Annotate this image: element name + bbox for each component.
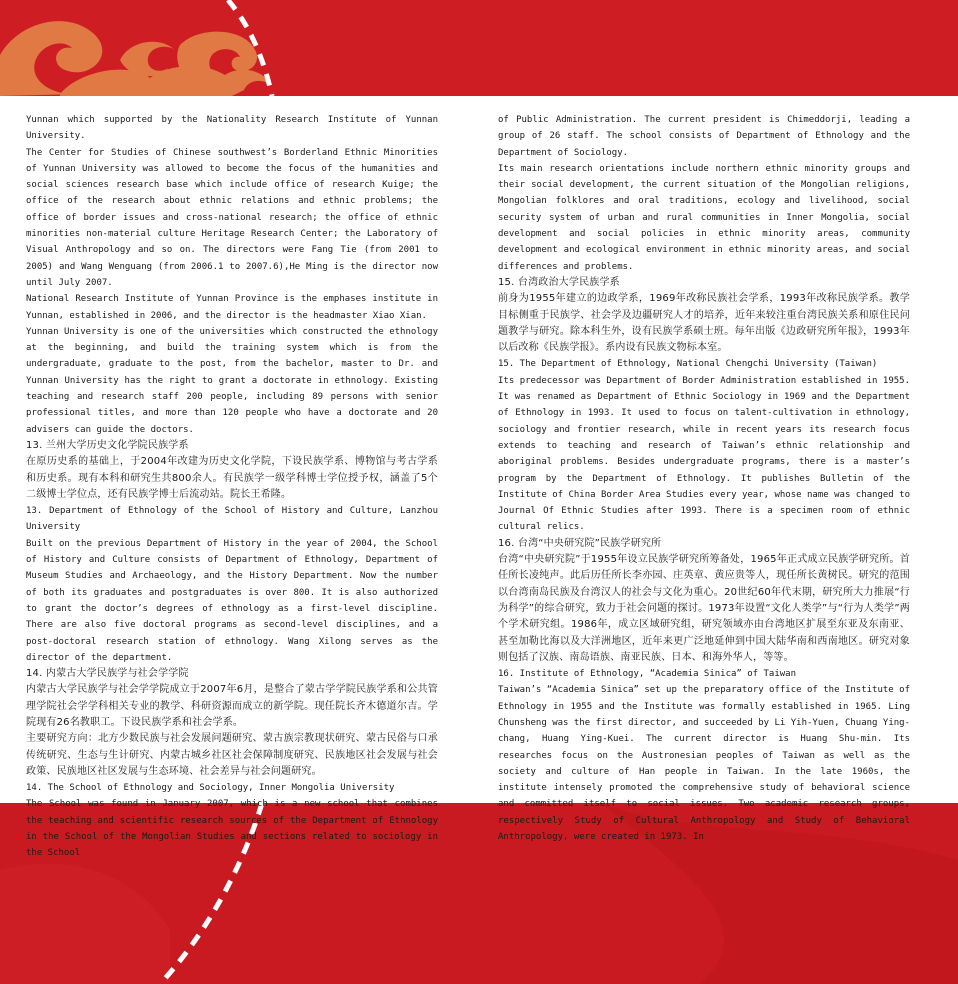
paragraph: 前身为1955年建立的边政学系，1969年改称民族社会学系，1993年改称民族学系。教学目标侧重于民族学、社会学及边疆研究人才的培养，近年来较注重台湾民族关系和原住民问题教学与研究。除本科生外，设有民族学系硕士班。每年出版《边政研究所年报》，1993年以后改称《民族学报》。系内设有民族文物标本室。 bbox=[498, 293, 910, 354]
paragraph: Yunnan which supported by the Nationality Research Institute of Yunnan University. bbox=[26, 115, 438, 142]
paragraph: 16. Institute of Ethnology, “Academia Sinica” of Taiwan bbox=[498, 669, 797, 680]
paragraph: Its main research orientations include northern ethnic minority groups and their social development, the current situation of the Mongolian religions, Mongolian folklores and oral traditions, ecology and livelihood, social security system of urban and rural communities in Inner Mongolia, social development and social policies in ethnic minority areas, community development and ecological environment in ethnic minority areas, and social differences and problems. bbox=[498, 163, 910, 272]
top-red-band bbox=[0, 0, 958, 96]
right-text-column bbox=[498, 112, 910, 845]
paragraph: The School was found in January 2007, which is a new school that combines the teaching and scientific research sources of the Department of Ethnology in the School of the Mongolian Studies and sections related to sociology in the School bbox=[26, 799, 438, 859]
paragraph: Built on the previous Department of History in the year of 2004, the School of History and Culture consists of Department of Ethnology, Department of Museum Studies and Archaeology, and the History Department. Now the number of both its graduates and postgraduates is over 800. It is also authorized to grant the doctor’s degrees of ethnology as a first-level discipline. There are also five doctoral programs as second-level disciplines, and a post-doctoral research station of ethnology. Wang Xilong serves as the director of the department. bbox=[26, 538, 438, 663]
paragraph: 14. The School of Ethnology and Sociology, Inner Mongolia University bbox=[26, 783, 395, 794]
paragraph: 内蒙古大学民族学与社会学学院成立于2007年6月，是整合了蒙古学学院民族学系和公共管理学院社会学学科相关专业的教学、科研资源而成立的新学院。现任院长齐木德道尔吉。学院现有26名教职工。下设民族学系和社会学系。 bbox=[26, 684, 438, 728]
paragraph: Its predecessor was Department of Border Administration established in 1955. It was renamed as Department of Ethnic Sociology in 1969 and the Department of Ethnology in 1993. It used to focus on talent-cultivation in ethnology, sociology and frontier research, while in recent years its research focus extends to teaching and research of Taiwan’s ethnic relationship and aboriginal problems. Besides undergraduate programs, there is a master’s program by the Department of Ethnology. It publishes Bulletin of the Institute of China Border Area Studies every year, whose name was changed to Journal Of Ethnic Studies after 1993. There is a specimen room of ethnic cultural relics. bbox=[498, 375, 910, 533]
paragraph: 15. The Department of Ethnology, National Chengchi University (Taiwan) bbox=[498, 359, 878, 370]
paragraph: 在原历史系的基础上，于2004年改建为历史文化学院，下设民族学系、博物馆与考古学系和历史系。现有本科和研究生共800余人。有民族学一级学科博士学位授予权，涵盖了5个二级博士学位点，还有民族学博士后流动站。院长王希隆。 bbox=[26, 456, 438, 500]
paragraph: 13. Department of Ethnology of the School of History and Culture, Lanzhou University bbox=[26, 506, 438, 533]
paragraph: 16. 台湾“中央研究院”民族学研究所 bbox=[498, 537, 662, 549]
paragraph: of Public Administration. The current president is Chimeddorji, leading a group of 26 staff. The school consists of Department of Ethnology and the Department of Sociology. bbox=[498, 115, 910, 158]
paragraph: Taiwan’s “Academia Sinica” set up the preparatory office of the Institute of Ethnology in 1955 and the Institute was formally established in 1965. Ling Chunsheng was the first director, and succeeded by Li Yih-Yuen, Chuang Ying-chang, Huang Ying-Kuei. The current director is Huang Shu-min. Its researches focus on the Austronesian peoples of Taiwan as well as the society and culture of Han people in Taiwan. In the late 1960s, the institute intensely promoted the comprehensive study of behavioral science and committed itself to social issues. Two academic research groups, respectively Study of Cultural Anthropology and Study of Behavioral Anthropology, were created in 1973. In bbox=[498, 685, 910, 843]
paragraph: 主要研究方向：北方少数民族与社会发展问题研究、蒙古族宗教现状研究、蒙古民俗与口承传统研究、生态与生计研究、内蒙古城乡社区社会保障制度研究、民族地区社会发展与社会政策、民族地区社区发展与生态环境、社会差异与社会问题研究。 bbox=[26, 733, 438, 777]
paragraph: 14. 内蒙古大学民族学与社会学学院 bbox=[26, 668, 189, 680]
paragraph: The Center for Studies of Chinese southwest’s Borderland Ethnic Minorities of Yunnan University was allowed to become the focus of the humanities and social sciences research base which include office of research Kuige; the office of the research about ethnic relations and ethnic problems; the office of border issues and cross-national research; the office of ethnic minorities non-material culture Heritage Research Center; the Laboratory of Visual Anthropology and so on. The directors were Fang Tie (from 2001 to 2005) and Wang Wenguang (from 2006.1 to 2007.6),He Ming is the director now until July 2007. bbox=[26, 147, 438, 288]
paragraph: 13. 兰州大学历史文化学院民族学系 bbox=[26, 439, 189, 451]
left-text-column bbox=[26, 112, 438, 862]
paragraph: National Research Institute of Yunnan Province is the emphases institute in Yunnan, established in 2006, and the director is the headmaster Xiao Xian. bbox=[26, 294, 438, 321]
paragraph: 台湾“中央研究院”于1955年设立民族学研究所筹备处，1965年正式成立民族学研究所。首任所长凌纯声。此后历任所长李亦园、庄英章、黄应贵等人，现任所长黄树民。研究的范围以台湾南岛民族及台湾汉人的社会与文化为重心。20世纪60年代末期，研究所大力推展“行为科学”的综合研究，致力于社会问题的探讨。1973年设置“文化人类学”与“行为人类学”两个学术研究组。1986年，成立区域研究组，研究领域亦由台湾地区扩展至东亚及东南亚、甚至加勒比海以及大洋洲地区，近年来更广泛地延伸到中国大陆华南和西南地区。研究对象则包括了汉族、南岛语族、南亚民族、日本、和海外华人，等等。 bbox=[498, 554, 910, 663]
paragraph: Yunnan University is one of the universities which constructed the ethnology at the beginning, and build the training system which is from the undergraduate, graduate to the post, from the bachelor, master to Dr. and Yunnan University has the right to grant a doctorate in ethnology. Existing teaching and research staff 200 people, including 89 persons with senior professional titles, and more than 120 people who have a doctorate and 20 advisers can guide the doctors. bbox=[26, 326, 438, 435]
paragraph: 15. 台湾政治大学民族学系 bbox=[498, 276, 620, 288]
